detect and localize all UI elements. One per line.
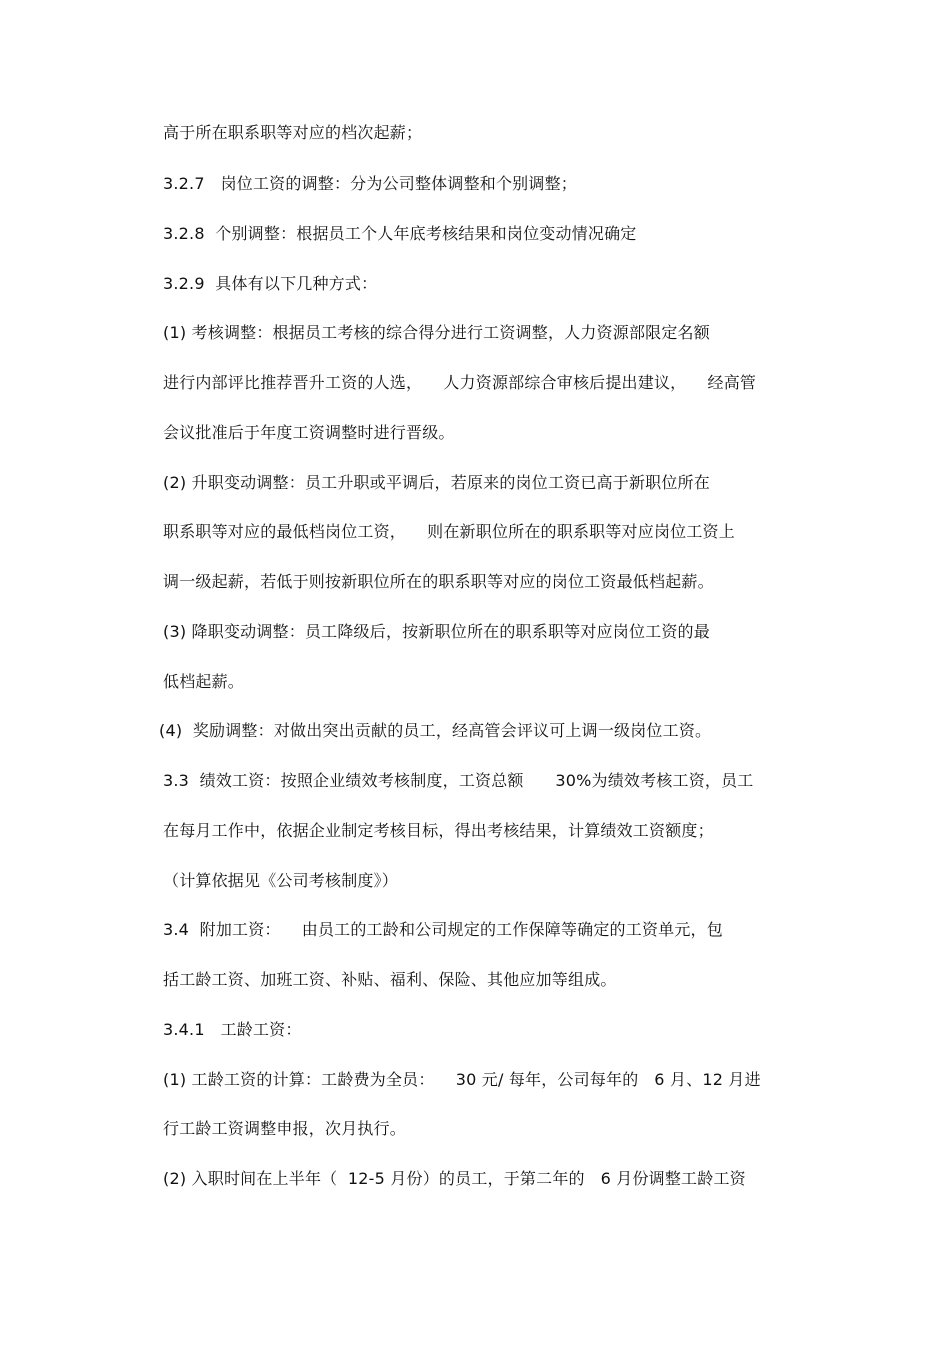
text-line: (4) 奖励调整：对做出突出贡献的员工，经高管会评议可上调一级岗位工资。 — [159, 721, 712, 740]
text-line: 会议批准后于年度工资调整时进行晋级。 — [163, 423, 455, 442]
text-line: 进行内部评比推荐晋升工资的人选， 人力资源部综合审核后提出建议， 经高管 — [163, 373, 757, 392]
text-line: 职系职等对应的最低档岗位工资， 则在新职位所在的职系职等对应岗位工资上 — [163, 522, 735, 541]
text-line: 调一级起薪，若低于则按新职位所在的职系职等对应的岗位工资最低档起薪。 — [163, 572, 714, 591]
text-line: 3.2.9 具体有以下几种方式： — [163, 274, 378, 293]
text-line: （计算依据见《公司考核制度》） — [163, 871, 399, 890]
text-line: 3.4 附加工资： 由员工的工龄和公司规定的工作保障等确定的工资单元，包 — [163, 920, 723, 939]
text-line: (1) 考核调整：根据员工考核的综合得分进行工资调整，人力资源部限定名额 — [163, 323, 710, 342]
text-line: 在每月工作中，依据企业制定考核目标，得出考核结果，计算绩效工资额度； — [163, 821, 714, 840]
text-line: 行工龄工资调整申报，次月执行。 — [163, 1119, 407, 1138]
text-line: 3.3 绩效工资：按照企业绩效考核制度，工资总额 30%为绩效考核工资，员工 — [163, 771, 754, 790]
text-line: 3.4.1 工龄工资： — [163, 1020, 302, 1039]
text-line: (1) 工龄工资的计算：工龄费为全员： 30 元/ 每年，公司每年的 6 月、12 月进 — [163, 1070, 761, 1089]
text-line: 括工龄工资、加班工资、补贴、福利、保险、其他应加等组成。 — [163, 970, 617, 989]
text-line: 3.2.8 个别调整：根据员工个人年底考核结果和岗位变动情况确定 — [163, 224, 637, 243]
text-line: (2) 升职变动调整：员工升职或平调后，若原来的岗位工资已高于新职位所在 — [163, 473, 710, 492]
text-line: (3) 降职变动调整：员工降级后，按新职位所在的职系职等对应岗位工资的最 — [163, 622, 710, 641]
text-line: (2) 入职时间在上半年（ 12-5 月份）的员工，于第二年的 6 月份调整工龄工资 — [163, 1169, 746, 1188]
text-line: 高于所在职系职等对应的档次起薪； — [163, 123, 423, 142]
text-line: 3.2.7 岗位工资的调整：分为公司整体调整和个别调整； — [163, 174, 577, 193]
text-line: 低档起薪。 — [163, 672, 245, 691]
